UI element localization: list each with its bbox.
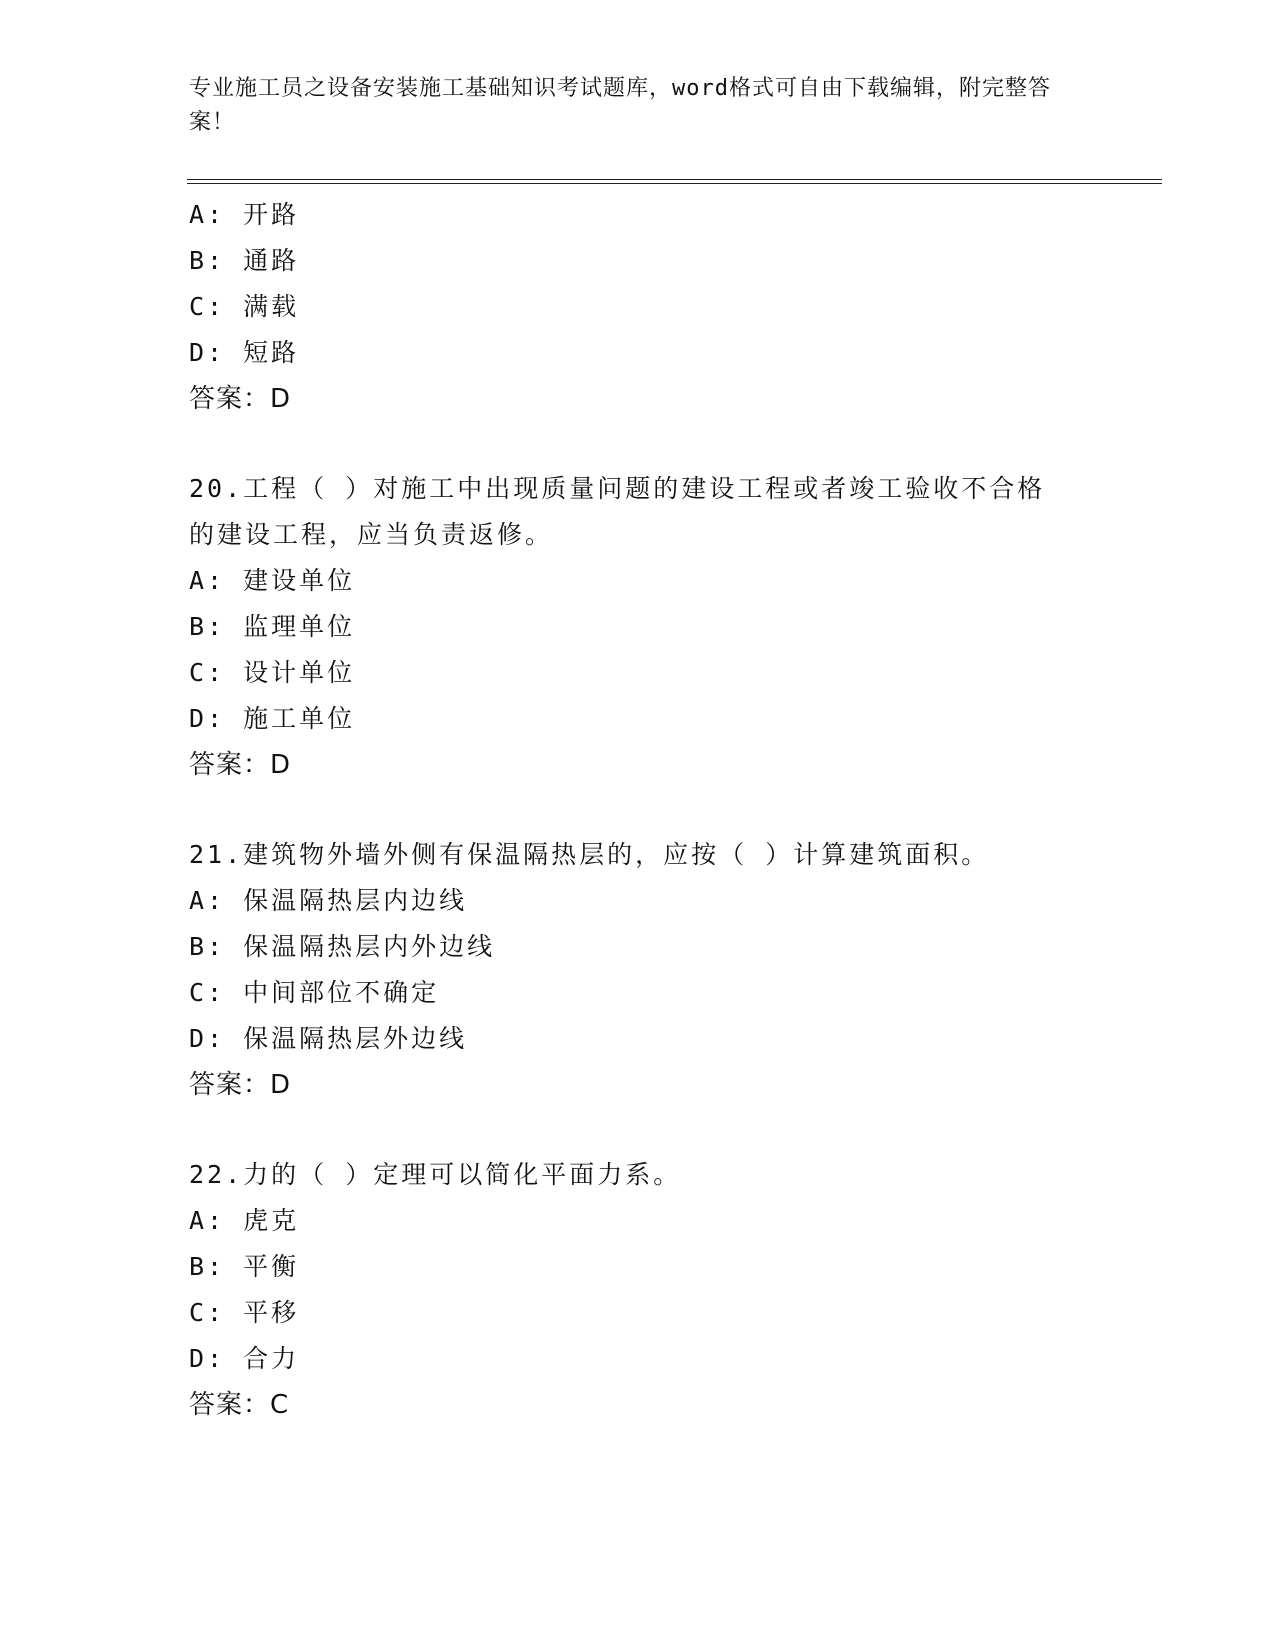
question-stem: 22.力的（ ）定理可以简化平面力系。 — [189, 1160, 682, 1189]
option-a: A: 建设单位 — [189, 566, 356, 595]
option-c: C: 设计单位 — [189, 658, 356, 687]
option-a: A: 开路 — [189, 200, 300, 229]
option-c: C: 中间部位不确定 — [189, 978, 440, 1007]
answer: 答案：D — [189, 1070, 292, 1100]
question-list — [189, 192, 1089, 1428]
option-d: D: 合力 — [189, 1344, 300, 1373]
option-b: B: 通路 — [189, 246, 300, 275]
option-c: C: 满载 — [189, 292, 300, 321]
option-d: D: 保温隔热层外边线 — [189, 1024, 468, 1053]
question-22 — [189, 1152, 1089, 1428]
answer: 答案：C — [189, 1390, 290, 1420]
header-divider-bottom — [187, 183, 1162, 184]
answer: 答案：D — [189, 384, 292, 414]
question-stem: 20.工程（ ）对施工中出现质量问题的建设工程或者竣工验收不合格 — [189, 474, 1046, 503]
question-stem: 21.建筑物外墙外侧有保温隔热层的，应按（ ）计算建筑面积。 — [189, 840, 990, 869]
option-d: D: 施工单位 — [189, 704, 356, 733]
option-d: D: 短路 — [189, 338, 300, 367]
option-c: C: 平移 — [189, 1298, 300, 1327]
question-19 — [189, 192, 1089, 422]
option-b: B: 监理单位 — [189, 612, 356, 641]
option-a: A: 保温隔热层内边线 — [189, 886, 468, 915]
answer: 答案：D — [189, 750, 292, 780]
option-b: B: 保温隔热层内外边线 — [189, 932, 496, 961]
question-21 — [189, 832, 1089, 1108]
option-b: B: 平衡 — [189, 1252, 300, 1281]
option-a: A: 虎克 — [189, 1206, 300, 1235]
header-divider-top — [187, 179, 1162, 180]
question-20 — [189, 466, 1089, 788]
question-stem-continued: 的建设工程，应当负责返修。 — [189, 520, 554, 549]
document-header: 专业施工员之设备安装施工基础知识考试题库，word格式可自由下载编辑，附完整答案！ — [189, 76, 1051, 135]
